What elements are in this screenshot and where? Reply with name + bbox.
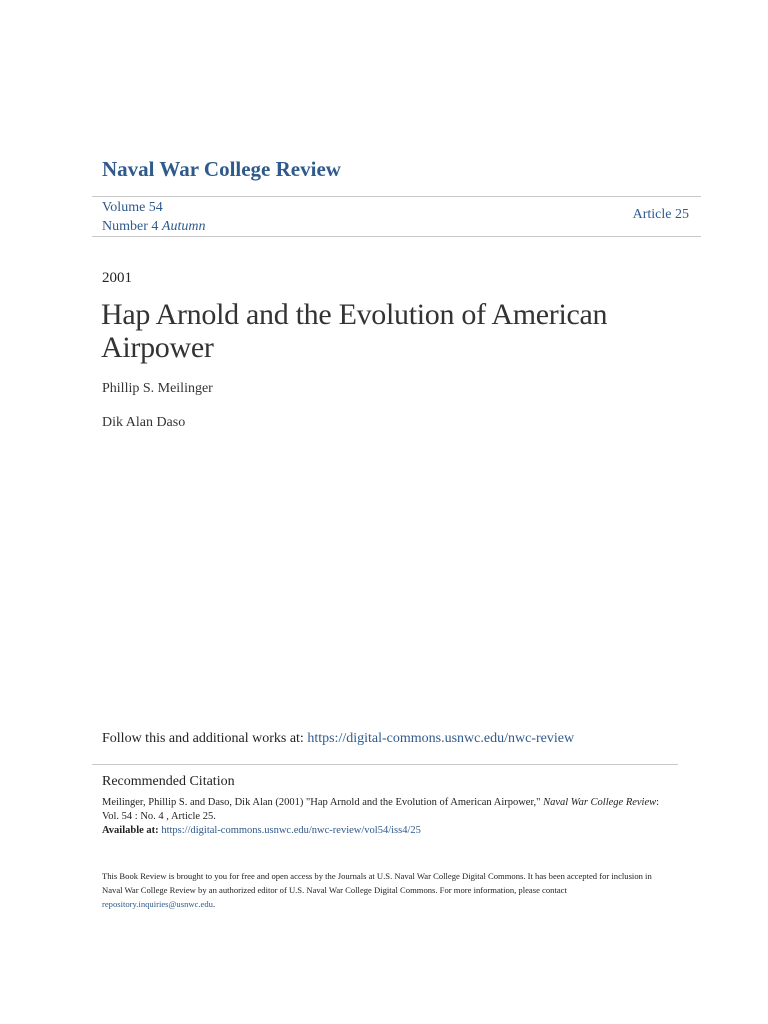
citation-journal: Naval War College Review [543,797,657,808]
notice-text: This Book Review is brought to you for free and open access by the Journals at U.S. Naval War College Digital Commons. It has been accepted for inclusion in Naval War College Review by an authorized editor of U.S. Naval War College Digital Commons. For more information, please contact [102,871,652,895]
follow-works-line [102,731,574,747]
season-label: Autumn [161,219,206,234]
access-notice [102,869,662,911]
header-divider-bottom [92,236,701,237]
article-title: Hap Arnold and the Evolution of American Airpower [101,298,608,364]
citation-text [102,796,672,838]
collection-link[interactable]: https://digital-commons.usnwc.edu/nwc-review [307,731,575,746]
author-name: Dik Alan Daso [102,415,186,430]
citation-volume: : Vol. 54 : No. 4 , Article 25. [102,797,660,822]
notice-end: . [212,899,216,909]
header-divider-top [92,196,701,197]
journal-title-link[interactable]: Naval War College Review [102,157,341,181]
follow-prefix: Follow this and additional works at: [102,731,308,746]
volume-link[interactable]: Volume 54 [102,200,163,215]
citation-divider [92,764,678,765]
issue-info [102,198,205,236]
available-label: Available at: [102,825,162,836]
article-url-link[interactable]: https://digital-commons.usnwc.edu/nwc-review/vol54/iss4/25 [161,825,421,836]
number-label: Number 4 [102,219,159,234]
citation-heading: Recommended Citation [102,774,235,789]
number-link[interactable] [102,217,205,236]
citation-body: Meilinger, Phillip S. and Daso, Dik Alan (2001) "Hap Arnold and the Evolution of American Airpower," [102,797,544,808]
author-name: Phillip S. Meilinger [102,381,213,396]
article-number-link[interactable]: Article 25 [632,207,689,222]
contact-email-link[interactable]: repository.inquiries@usnwc.edu [102,899,213,909]
publication-year: 2001 [102,270,132,286]
